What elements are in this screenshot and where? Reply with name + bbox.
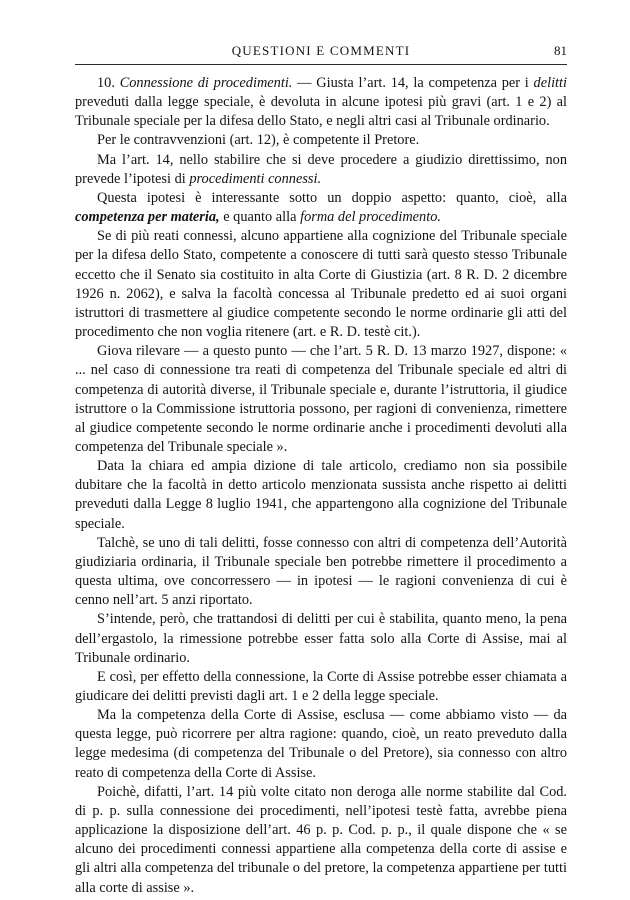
- text-run: Se di più reati connessi, alcuno appartiene alla cognizione del Tribunale speciale per la difesa dello Stato, competente a conoscere di tutti sarà questo stesso Tribunale eccetto che il Senato sia costituito in alta Corte di Giustizia (art. 8 R. D. 2 dicembre 1926 n. 2062), e salva la facoltà concessa al Tribunale predetto ed ai suoi organi istruttori di trasmettere al giudice competente secondo le norme ordinarie gli atti del procedimento che non voglia ritenere (art. e R. D. testè cit.).: [75, 228, 567, 341]
- paragraph: [75, 610, 567, 667]
- paragraph: [75, 783, 567, 898]
- paragraph: [75, 131, 567, 150]
- text-run: preveduti dalla legge speciale, è devoluta in alcune ipotesi più gravi (art. 1 e 2) al Tribunale speciale per la difesa dello Stato, e negli altri casi al Tribunale ordinario.: [75, 94, 567, 130]
- bold-italic-text: competenza per materia,: [75, 209, 220, 226]
- paragraph: [75, 151, 567, 189]
- italic-text: forma del procedimento.: [300, 209, 441, 226]
- text-run: E così, per effetto della connessione, la Corte di Assise potrebbe esser chiamata a giudicare dei delitti previsti dagli art. 1 e 2 della legge speciale.: [75, 668, 567, 704]
- text-run: Giova rilevare — a questo punto — che l’art. 5 R. D. 13 marzo 1927, dispone: « ... nel caso di connessione tra reati di competenza del Tribunale speciale ed altri di competenza di autorità diverse, il Tribunale speciale e, durante l’istruttoria, il giudice istruttore o la Commissione istruttoria possono, per ragioni di convenienza, rimettere al giudice competente secondo le norme ordinarie anche i procedimenti devoluti alla competenza del Tribunale speciale ».: [75, 343, 567, 455]
- text-run: Questa ipotesi è interessante sotto un doppio aspetto: quanto, cioè, alla: [97, 189, 567, 206]
- text-run: S’intende, però, che trattandosi di delitti per cui è stabilita, quanto meno, la pena dell’ergastolo, la rimessione potrebbe esser fatta solo alla Corte di Assise, mai al Tribunale ordinario.: [75, 611, 567, 666]
- text-run: Ma la competenza della Corte di Assise, esclusa — come abbiamo visto — da questa legge, può ricorrere per altra ragione: quando, cioè, un reato preveduto dalla legge medesima (di competenza del Tribunale o del Pretore), sia connesso con altro reato di competenza della Corte di Assise.: [75, 707, 567, 781]
- page-number: 81: [554, 43, 567, 58]
- text-run: Poichè, difatti, l’art. 14 più volte citato non deroga alle norme stabilite dal Cod. di p. p. sulla connessione dei procedimenti, nell’ipotesi testè fatta, avrebbe piena applicazione la disposizione dell’art. 46 p. p. Cod. p. p., il quale dispone che « se alcuno dei procedimenti connessi appartiene alla competenza della corte di assise e gli altri alla competenza del tribunale o del pretore, la competenza appartiene per tutti alla corte di assise ».: [75, 783, 567, 896]
- paragraph: [75, 74, 567, 131]
- paragraph: [75, 342, 567, 457]
- paragraph: [75, 227, 567, 342]
- paragraph: [75, 189, 567, 227]
- running-header: [75, 34, 567, 65]
- text-run: Per le contravvenzioni (art. 12), è competente il Pretore.: [97, 132, 420, 149]
- header-title: QUESTIONI E COMMENTI: [231, 43, 411, 58]
- text-run: Talchè, se uno di tali delitti, fosse connesso con altri di competenza dell’Autorità giudiziaria ordinaria, il Tribunale speciale ben potrebbe rimettere il procedimento a questa ultima, ove concorressero — in ipotesi — le ragioni convenienza di cui è cenno nell’art. 5 anzi riportato.: [75, 534, 567, 609]
- text-run: Ma l’art. 14, nello stabilire che si deve procedere a giudizio direttissimo, non prevede l’ipotesi di: [75, 151, 567, 187]
- text-run: 10.: [97, 75, 120, 91]
- body-text: [75, 74, 567, 898]
- italic-text: Connessione di procedimenti.: [119, 75, 293, 91]
- text-run: — Giusta l’art. 14, la competenza per i: [292, 75, 534, 91]
- paragraph: [75, 668, 567, 706]
- paragraph: [75, 457, 567, 534]
- italic-text: delitti: [533, 75, 568, 91]
- italic-text: procedimenti connessi.: [189, 170, 322, 187]
- text-run: e quanto alla: [219, 209, 301, 226]
- text-run: Data la chiara ed ampia dizione di tale articolo, crediamo non sia possibile dubitare che la facoltà in detto articolo menzionata sussista anche rispetto ai delitti preveduti dalla Legge 8 luglio 1941, che appartengono alla cognizione del Tribunale speciale.: [75, 458, 567, 532]
- paragraph: [75, 534, 567, 611]
- paragraph: [75, 706, 567, 783]
